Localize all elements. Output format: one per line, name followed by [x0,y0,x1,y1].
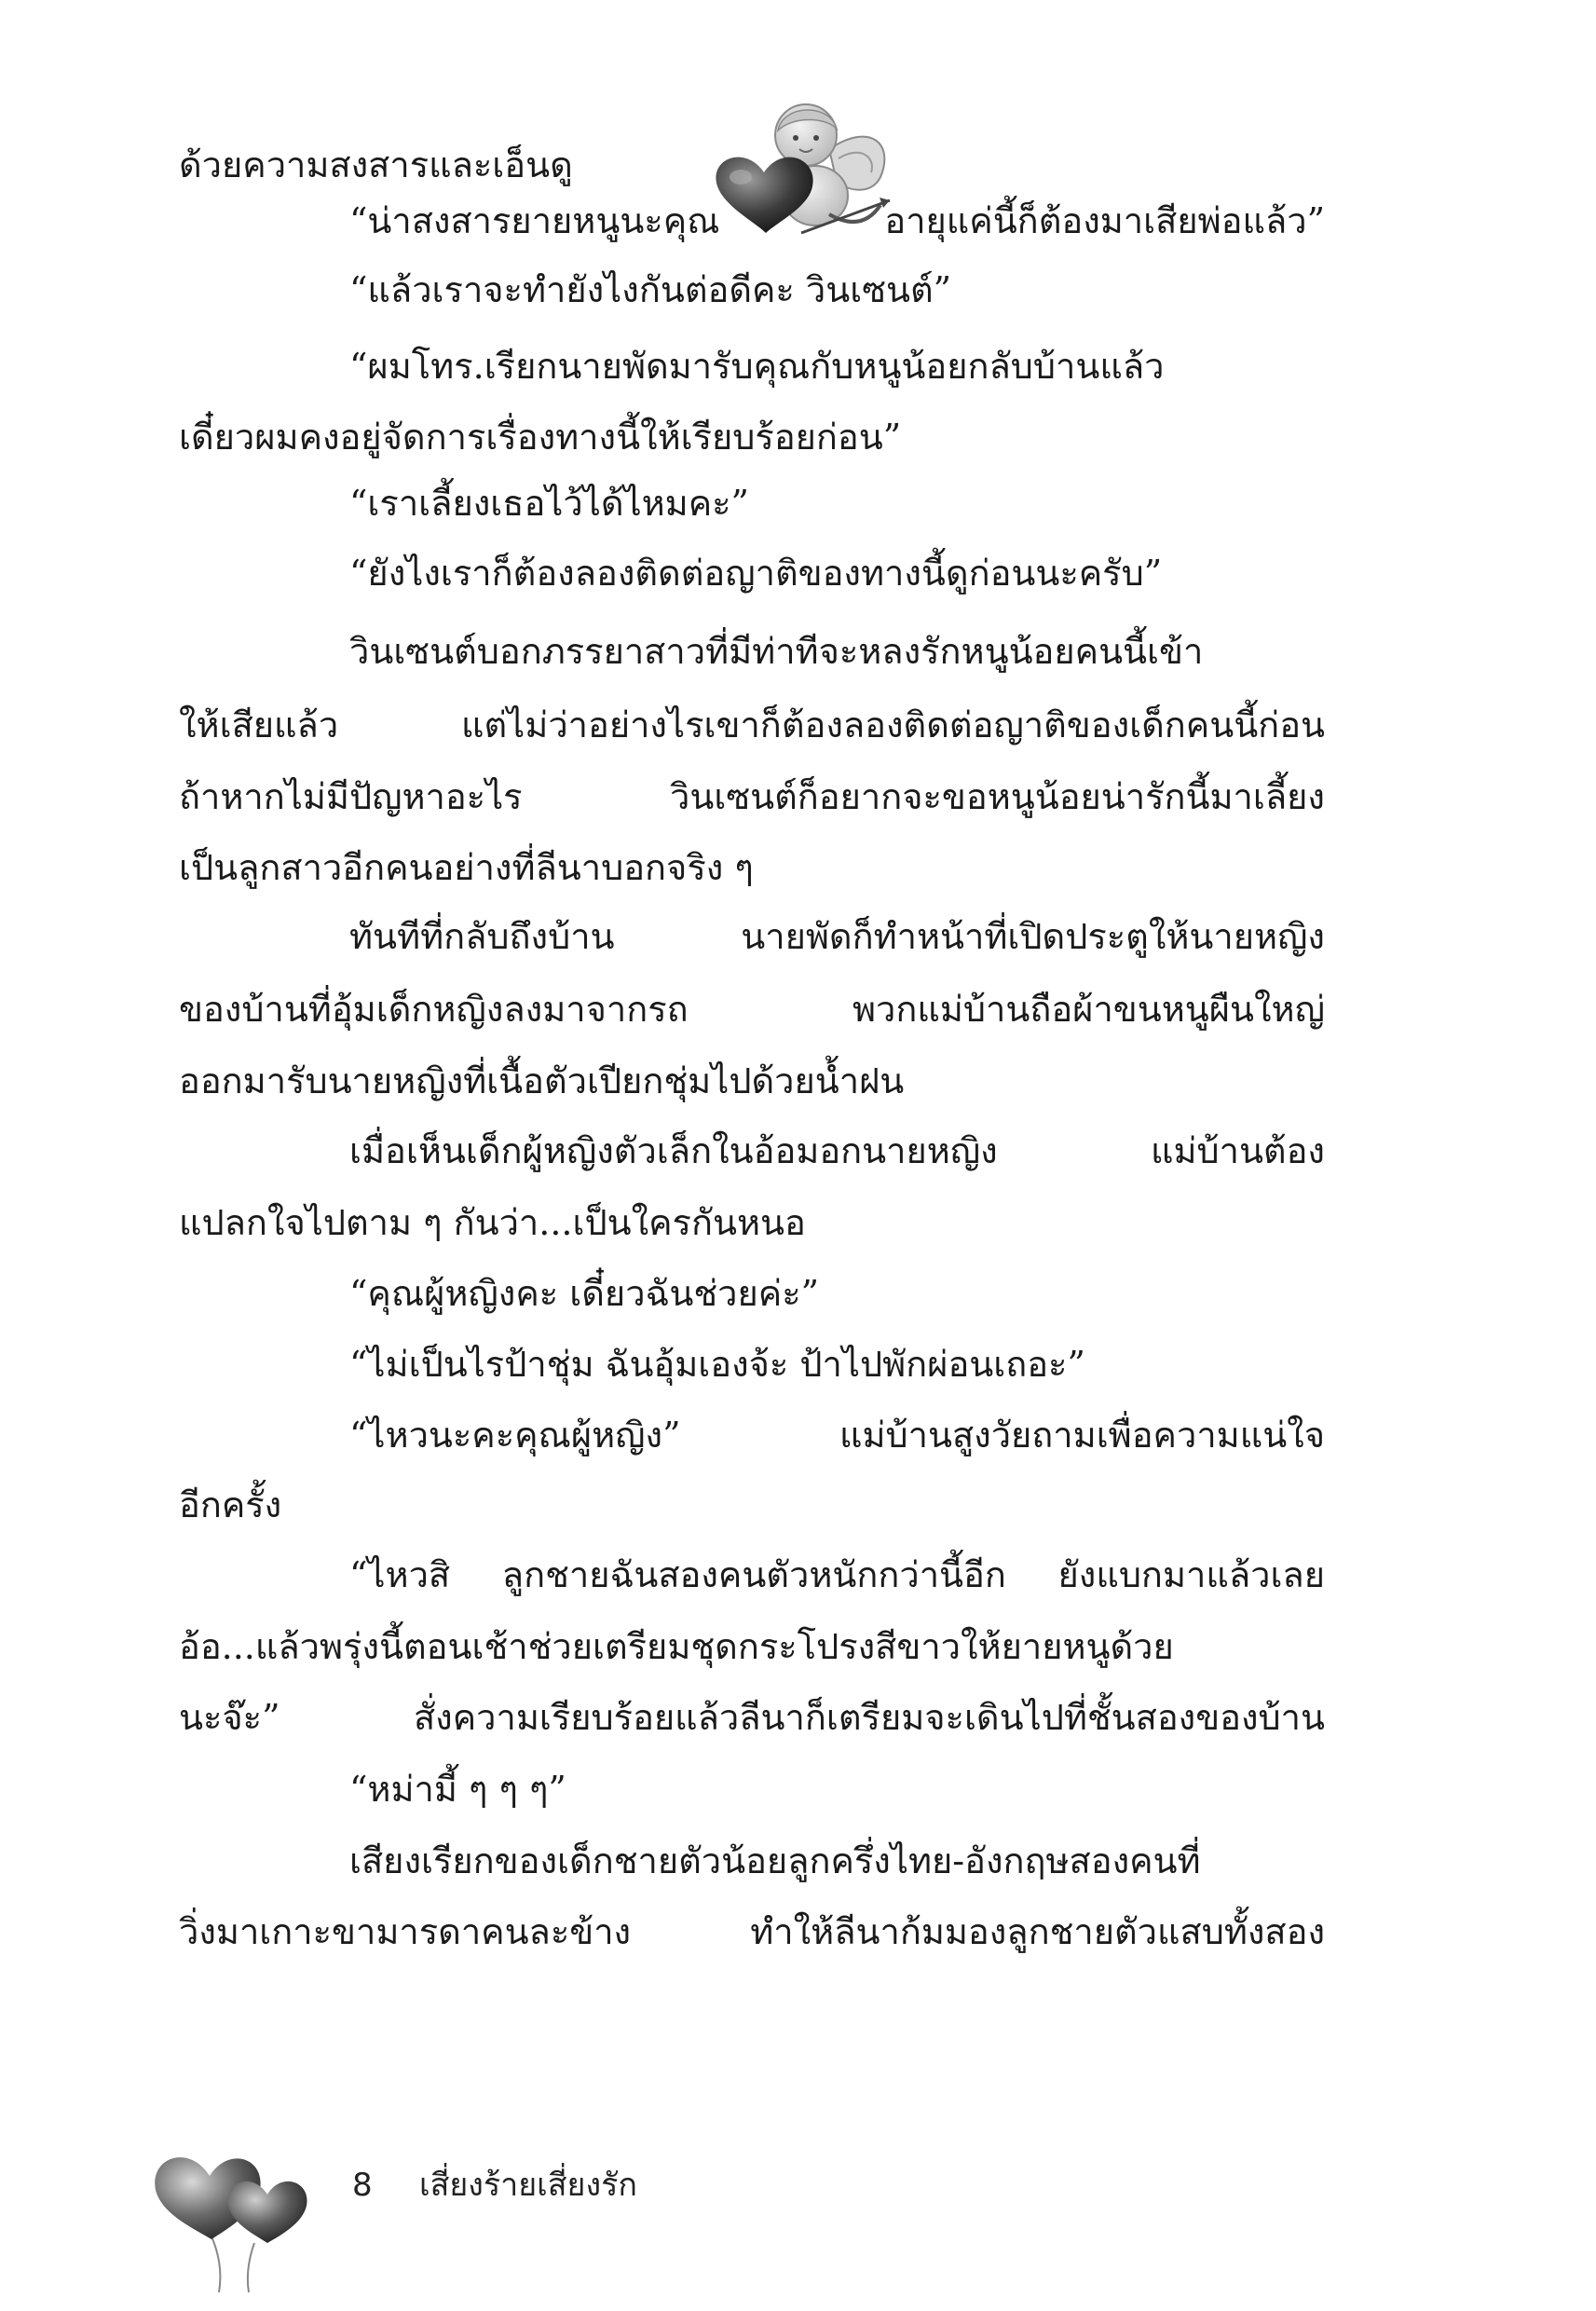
text-line-1: ด้วยความสงสารและเอ็นดู [179,144,573,185]
text-line-9: ให้เสียแล้ว แต่ไม่ว่าอย่างไรเขาก็ต้องลองติดต่อญาติของเด็กคนนี้ก่อน [179,704,1325,745]
text-line-23: นะจ๊ะ” สั่งความเรียบร้อยแล้วลีนาก็เตรียมจะเดินไปที่ชั้นสองของบ้าน [179,1697,1325,1738]
text-line-20: อีกครั้ง [179,1484,282,1525]
heart-balloons-icon [144,2139,331,2297]
book-title: เสี่ยงร้ายเสี่ยงรัก [419,2167,637,2204]
text-line-15: เมื่อเห็นเด็กผู้หญิงตัวเล็กในอ้อมอกนายหญิง แม่บ้านต้อง [349,1130,1325,1171]
text-line-19: “ไหวนะคะคุณผู้หญิง” แม่บ้านสูงวัยถามเพื่อความแน่ใจ [349,1415,1325,1456]
text-line-10: ถ้าหากไม่มีปัญหาอะไร วินเซนต์ก็อยากจะขอหนูน้อยน่ารักนี้มาเลี้ยง [179,776,1325,817]
text-line-2: “น่าสงสารยายหนูนะคุณ อายุแค่นี้ก็ต้องมาเสียพ่อแล้ว” [349,200,1325,241]
text-line-16: แปลกใจไปตาม ๆ กันว่า...เป็นใครกันหนอ [179,1202,806,1243]
text-line-4: “ผมโทร.เรียกนายพัดมารับคุณกับหนูน้อยกลับบ้านแล้ว [349,346,1165,387]
text-line-6: “เราเลี้ยงเธอไว้ได้ไหมคะ” [349,483,749,524]
text-line-18: “ไม่เป็นไรป้าชุ่ม ฉันอุ้มเองจ้ะ ป้าไปพักผ่อนเถอะ” [349,1344,1085,1385]
text-line-24: “หม่ามี้ ๆ ๆ ๆ” [349,1769,566,1810]
text-line-14: ออกมารับนายหญิงที่เนื้อตัวเปียกชุ่มไปด้วยน้ำฝน [179,1060,905,1101]
text-line-3: “แล้วเราจะทำยังไงกันต่อดีคะ วินเซนต์” [349,269,952,310]
text-line-13: ของบ้านที่อุ้มเด็กหญิงลงมาจากรถ พวกแม่บ้านถือผ้าขนหนูผืนใหญ่ [179,989,1325,1030]
text-line-17: “คุณผู้หญิงคะ เดี๋ยวฉันช่วยค่ะ” [349,1273,820,1314]
text-line-8: วินเซนต์บอกภรรยาสาวที่มีท่าทีจะหลงรักหนูน้อยคนนี้เข้า [349,631,1204,672]
text-line-7: “ยังไงเราก็ต้องลองติดต่อญาติของทางนี้ดูก่อนนะครับ” [349,553,1163,594]
text-line-21: “ไหวสิ ลูกชายฉันสองคนตัวหนักกว่านี้อีก ยังแบกมาแล้วเลย [349,1554,1325,1595]
text-line-11: เป็นลูกสาวอีกคนอย่างที่ลีนาบอกจริง ๆ [179,847,754,888]
text-line-22: อ้อ...แล้วพรุ่งนี้ตอนเช้าช่วยเตรียมชุดกระโปรงสีขาวให้ยายหนูด้วย [179,1626,1174,1667]
page-number: 8 [352,2167,373,2204]
text-line-5: เดี๋ยวผมคงอยู่จัดการเรื่องทางนี้ให้เรียบร้อยก่อน” [179,417,902,458]
text-line-26: วิ่งมาเกาะขามารดาคนละข้าง ทำให้ลีนาก้มมองลูกชายตัวแสบทั้งสอง [179,1911,1325,1952]
text-line-12: ทันทีที่กลับถึงบ้าน นายพัดก็ทำหน้าที่เปิดประตูให้นายหญิง [349,916,1325,957]
text-line-25: เสียงเรียกของเด็กชายตัวน้อยลูกครึ่งไทย-อังกฤษสองคนที่ [349,1840,1201,1881]
